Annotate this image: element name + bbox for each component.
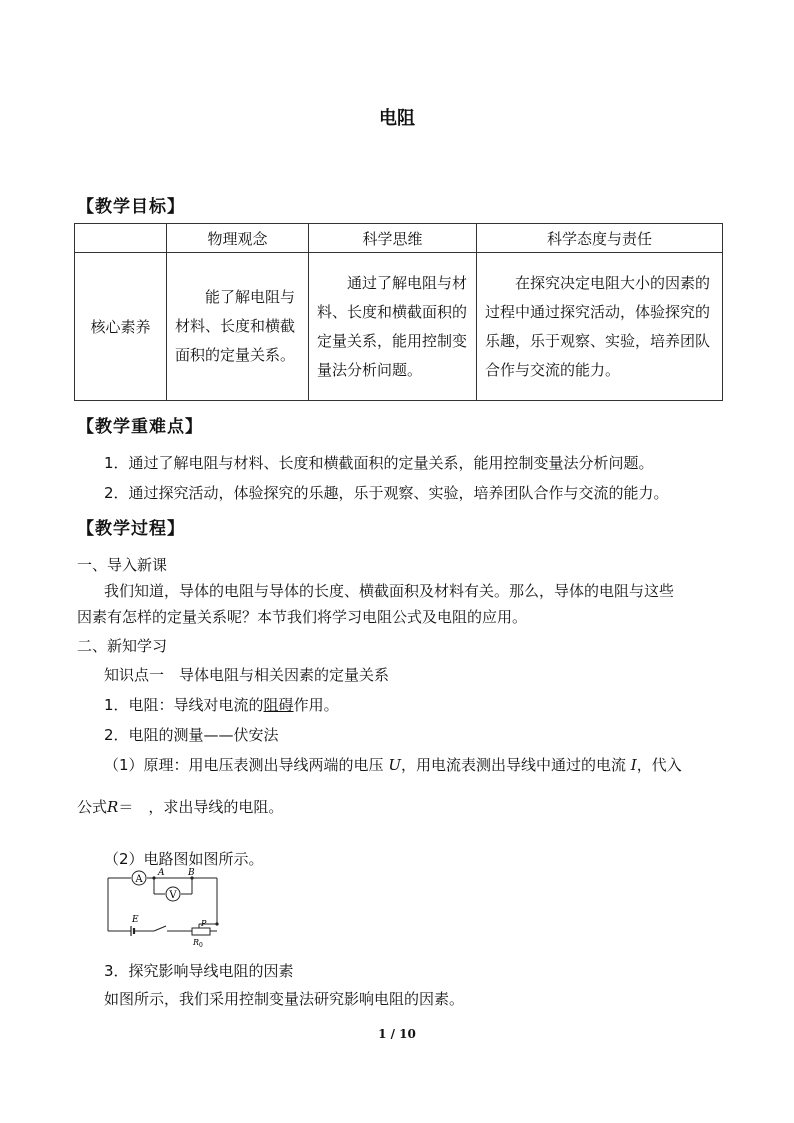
principle-text-b: ，用电流表测出导线中通过的电流 xyxy=(400,756,626,774)
item-1 xyxy=(104,695,339,715)
knowledge-point-title: 知识点一 导体电阻与相关因素的定量关系 xyxy=(104,666,390,684)
section-heading-goals: 【教学目标】 xyxy=(77,197,185,217)
rheostat-label: R xyxy=(193,938,200,947)
switch-icon xyxy=(154,926,166,931)
page-number: 1 / 10 xyxy=(378,1027,416,1041)
cell-text: 在探究决定电阻大小的因素的过程中通过探究活动，体验探究的乐趣，乐于观察、实验，培养团队合作与交流的能力。 xyxy=(485,273,711,379)
point-a-label: A xyxy=(158,868,165,878)
circuit-diagram xyxy=(104,865,224,950)
principle-line xyxy=(104,755,682,775)
var-u: U xyxy=(388,756,401,774)
point-b-label: B xyxy=(188,868,195,878)
item-1-suffix: 作用。 xyxy=(293,696,339,714)
rheostat-subscript: 0 xyxy=(199,942,203,949)
part1-heading: 一、导入新课 xyxy=(77,556,168,574)
part1-text-line2: 因素有怎样的定量关系呢？本节我们将学习电阻公式及电阻的应用。 xyxy=(77,608,528,626)
cell-text: 能了解电阻与材料、长度和横截面积的定量关系。 xyxy=(175,288,296,364)
row-label: 核心素养 xyxy=(75,253,167,401)
table-header-cell: 科学思维 xyxy=(309,224,477,253)
voltmeter-label: V xyxy=(169,890,177,901)
section-heading-process: 【教学过程】 xyxy=(77,519,185,539)
junction-dot xyxy=(215,922,218,925)
key-point-2: 2．通过探究活动，体验探究的乐趣，乐于观察、实验，培养团队合作与交流的能力。 xyxy=(104,484,669,502)
formula-line xyxy=(77,797,283,817)
table-header-cell xyxy=(75,224,167,253)
table-header-row xyxy=(75,224,723,253)
formula-text-a: 公式 xyxy=(77,798,108,816)
section-heading-key-points: 【教学重难点】 xyxy=(77,417,203,437)
table-header-cell: 物理观念 xyxy=(167,224,309,253)
slider-label: P xyxy=(201,919,207,928)
junction-dot xyxy=(152,876,155,879)
rheostat-icon xyxy=(192,928,210,935)
table-header-cell: 科学态度与责任 xyxy=(477,224,723,253)
table-cell xyxy=(477,253,723,401)
item-3-text: 如图所示，我们采用控制变量法研究影响电阻的因素。 xyxy=(104,990,465,1008)
formula-text-b: ＝ ，求出导线的电阻。 xyxy=(118,798,284,816)
circuit-caption: （2）电路图如图所示。 xyxy=(104,850,264,868)
table-cell xyxy=(167,253,309,401)
item-2: 2．电阻的测量——伏安法 xyxy=(104,726,279,744)
battery-label: E xyxy=(132,915,139,925)
table-cell xyxy=(309,253,477,401)
var-i: I xyxy=(630,756,637,774)
var-r: R xyxy=(107,798,119,816)
page-title: 电阻 xyxy=(379,108,415,129)
item-1-prefix: 1．电阻：导线对电流的 xyxy=(104,696,264,714)
principle-text-a: （1）原理：用电压表测出导线两端的电压 xyxy=(104,756,384,774)
part2-heading: 二、新知学习 xyxy=(77,637,168,655)
key-point-1: 1．通过了解电阻与材料、长度和横截面积的定量关系，能用控制变量法分析问题。 xyxy=(104,454,654,472)
goals-table xyxy=(74,223,723,401)
principle-text-c: ，代入 xyxy=(636,756,682,774)
cell-text: 通过了解电阻与材料、长度和横截面积的定量关系，能用控制变量法分析问题。 xyxy=(317,273,468,379)
item-1-underlined: 阻碍 xyxy=(263,696,294,714)
item-3: 3．探究影响导线电阻的因素 xyxy=(104,962,294,980)
table-row xyxy=(75,253,723,401)
ammeter-label: A xyxy=(135,874,143,885)
part1-text-line1: 我们知道，导体的电阻与导体的长度、横截面积及材料有关。那么，导体的电阻与这些 xyxy=(104,582,675,600)
